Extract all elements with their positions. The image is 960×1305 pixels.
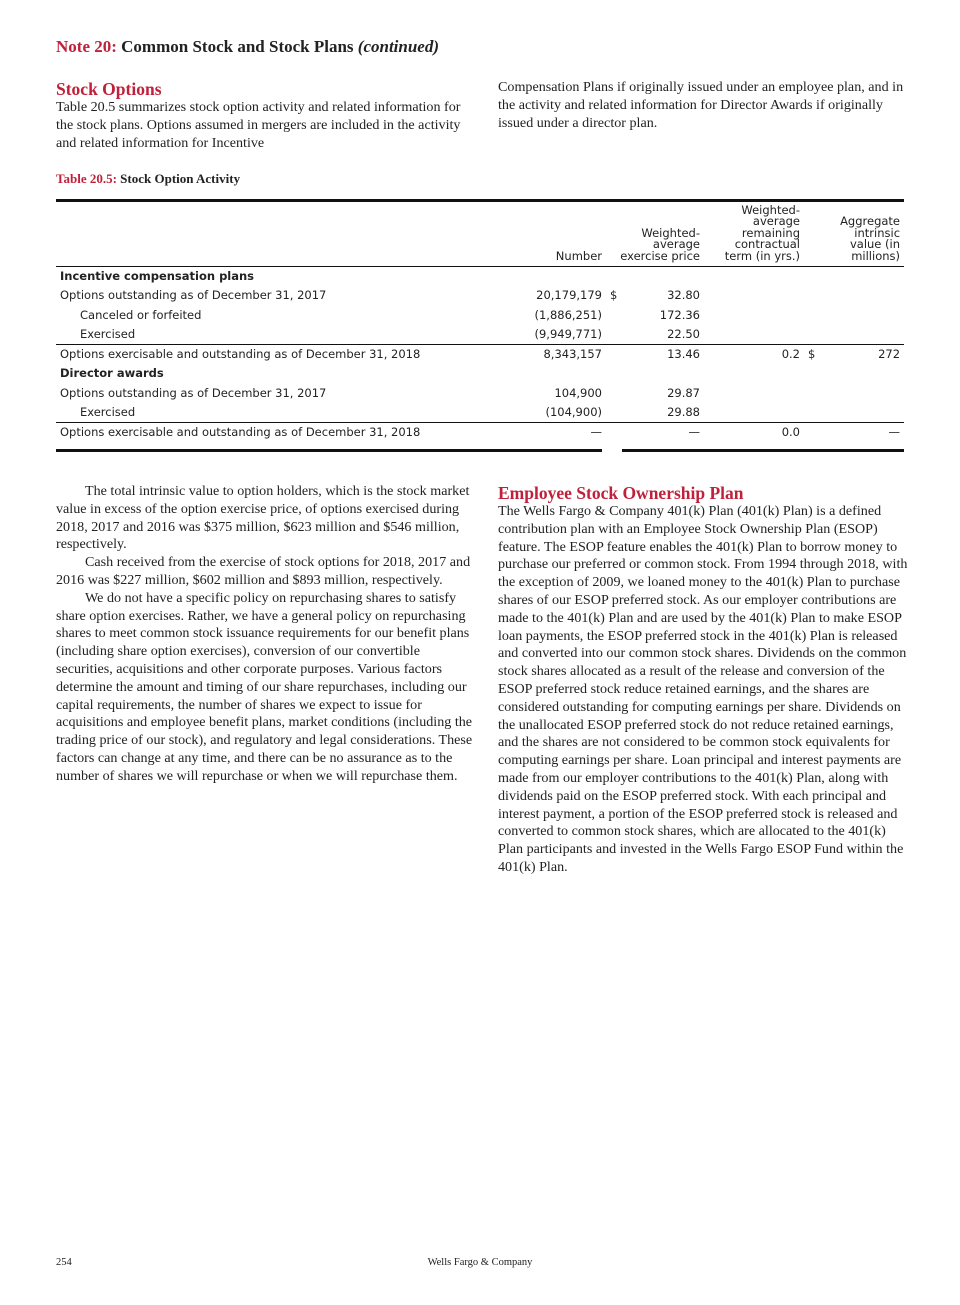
table-row xyxy=(56,384,904,403)
row-iv-currency xyxy=(804,403,826,423)
row-remaining-term xyxy=(704,267,804,287)
row-intrinsic-value xyxy=(826,306,904,325)
row-price-currency xyxy=(606,325,622,345)
row-iv-currency xyxy=(804,267,826,287)
row-intrinsic-value xyxy=(826,403,904,423)
row-price-currency xyxy=(606,267,622,287)
intrinsic-value-discussion xyxy=(56,483,476,786)
stock-option-table xyxy=(56,199,904,453)
row-label: Options outstanding as of December 31, 2017 xyxy=(60,385,327,400)
note-title: Common Stock and Stock Plans xyxy=(121,37,354,56)
row-label: Exercised xyxy=(80,405,136,420)
row-label: Exercised xyxy=(80,326,136,341)
row-number: 8,343,157 xyxy=(516,345,606,365)
row-label: Options outstanding as of December 31, 2017 xyxy=(60,288,327,303)
row-exercise-price: 13.46 xyxy=(622,345,704,365)
row-iv-currency xyxy=(804,384,826,403)
note-number: Note 20: xyxy=(56,37,117,56)
row-number xyxy=(516,267,606,287)
row-label: Options exercisable and outstanding as of December 31, 2018 xyxy=(56,423,516,443)
row-remaining-term xyxy=(704,286,804,305)
table-header-row xyxy=(56,202,904,267)
stock-options-intro-text: Table 20.5 summarizes stock option activity and related information for the stock plans. Options assumed in mergers are included in the activity and related information for Incentive xyxy=(56,99,461,151)
page-number: 254 xyxy=(56,1257,72,1268)
table-section-row xyxy=(56,267,904,287)
footer-company-name: Wells Fargo & Company xyxy=(427,1257,533,1268)
row-exercise-price: 172.36 xyxy=(659,307,700,322)
row-exercise-price: 29.88 xyxy=(667,405,700,420)
row-exercise-price: 22.50 xyxy=(667,326,700,341)
header-exercise-price: Weighted-average exercise price xyxy=(620,225,700,263)
table-row xyxy=(56,325,904,345)
row-intrinsic-value xyxy=(826,325,904,345)
table-caption-title: Stock Option Activity xyxy=(120,171,241,186)
row-intrinsic-value xyxy=(826,384,904,403)
row-price-currency xyxy=(606,403,622,423)
row-number: (104,900) xyxy=(545,405,602,420)
row-price-currency xyxy=(606,423,622,443)
row-number: 104,900 xyxy=(554,385,602,400)
row-price-currency xyxy=(606,306,622,325)
row-number: — xyxy=(516,423,606,443)
row-remaining-term xyxy=(704,384,804,403)
row-exercise-price: 29.87 xyxy=(667,385,700,400)
table-body xyxy=(56,267,904,443)
table-row xyxy=(56,345,904,365)
header-number: Number xyxy=(555,248,602,263)
table-row xyxy=(56,403,904,423)
row-remaining-term xyxy=(704,364,804,383)
row-iv-currency xyxy=(804,364,826,383)
stock-options-heading: Stock Options xyxy=(56,79,162,99)
stock-option-activity-table xyxy=(56,202,904,443)
row-remaining-term xyxy=(704,403,804,423)
header-intrinsic-value: Aggregate intrinsic value (in millions) xyxy=(840,214,901,263)
table-row xyxy=(56,306,904,325)
row-exercise-price xyxy=(622,364,704,383)
row-remaining-term xyxy=(704,325,804,345)
row-remaining-term: 0.0 xyxy=(704,423,804,443)
row-remaining-term: 0.2 xyxy=(704,345,804,365)
row-iv-currency: $ xyxy=(804,345,826,365)
row-intrinsic-value xyxy=(826,364,904,383)
stock-options-intro-left xyxy=(56,79,476,152)
table-caption xyxy=(56,171,240,187)
table-row xyxy=(56,286,904,305)
row-exercise-price: — xyxy=(622,423,704,443)
row-intrinsic-value xyxy=(826,267,904,287)
row-label: Options exercisable and outstanding as of December 31, 2018 xyxy=(56,345,516,365)
row-iv-currency xyxy=(804,306,826,325)
row-intrinsic-value: 272 xyxy=(826,345,904,365)
row-price-currency xyxy=(606,345,622,365)
table-caption-number: Table 20.5: xyxy=(56,171,117,186)
row-number: 20,179,179 xyxy=(536,288,602,303)
body-paragraph: The total intrinsic value to option holders, which is the stock market value in excess of the option exercise price, of options exercised during 2018, 2017 and 2016 was $375 million, $623 million and $546 million, respectively. xyxy=(56,483,470,553)
row-label: Canceled or forfeited xyxy=(80,307,202,322)
row-number: (1,886,251) xyxy=(534,307,602,322)
row-price-currency xyxy=(606,364,622,383)
row-exercise-price: 32.80 xyxy=(667,288,700,303)
stock-options-intro-continued: Compensation Plans if originally issued under an employee plan, and in the activity and related information for Director Awards if originally issued under a director plan. xyxy=(498,79,904,131)
row-remaining-term xyxy=(704,306,804,325)
row-number xyxy=(516,364,606,383)
row-intrinsic-value: — xyxy=(826,423,904,443)
row-iv-currency xyxy=(804,423,826,443)
row-price-currency xyxy=(606,384,622,403)
row-iv-currency xyxy=(804,325,826,345)
esop-body: The Wells Fargo & Company 401(k) Plan (401(k) Plan) is a defined contribution plan with an Employee Stock Ownership Plan (ESOP) feature. The ESOP feature enables the 401(k) Plan to borrow money to purchase our preferred or common stock. From 1994 through 2018, with the exception of 2009, we loaned money to the 401(k) Plan to purchase shares of our ESOP preferred stock. As our employer contributions are made to the 401(k) Plan and are used by the 401(k) Plan to make ESOP loan payments, the ESOP preferred stock in the 401(k) Plan is released and converted into our common stock shares. Dividends on the common stock shares allocated as a result of the release and conversion of the ESOP preferred stock reduce retained earnings, and the shares are considered outstanding for computing earnings per share. Dividends on the unallocated ESOP preferred stock do not reduce retained earnings, and the shares are not considered to be common stock equivalents for computing earnings per share. Loan principal and interest payments are made from our employer contributions to the 401(k) Plan, along with dividends paid on the ESOP preferred stock. With each principal and interest payment, a portion of the ESOP preferred stock is released and converted to common stock shares, which are allocated to the 401(k) Plan participants and invested in the Wells Fargo ESOP Fund within the 401(k) Plan. xyxy=(498,503,908,875)
esop-heading: Employee Stock Ownership Plan xyxy=(498,483,744,503)
row-label: Director awards xyxy=(60,366,164,381)
row-price-currency: $ xyxy=(610,288,618,303)
row-iv-currency xyxy=(804,286,826,305)
header-remaining-term: Weighted-average remaining contractual term (in yrs.) xyxy=(724,202,800,263)
stock-options-intro-right xyxy=(498,79,908,132)
row-exercise-price xyxy=(622,267,704,287)
table-bottom-rule xyxy=(56,443,904,453)
row-number: (9,949,771) xyxy=(534,326,602,341)
table-section-row xyxy=(56,364,904,383)
note-continued: (continued) xyxy=(357,37,440,56)
body-paragraph: Cash received from the exercise of stock options for 2018, 2017 and 2016 was $227 million, $602 million and $893 million, respectively. xyxy=(56,554,471,588)
row-intrinsic-value xyxy=(826,286,904,305)
esop-section xyxy=(498,483,908,877)
row-label: Incentive compensation plans xyxy=(60,269,255,283)
note-header xyxy=(56,37,439,57)
table-row xyxy=(56,423,904,443)
body-paragraph: We do not have a specific policy on repurchasing shares to satisfy share option exercises. Rather, we have a general policy on repurchasing shares to meet common stock issuance requirements for our benefit plans (including share option exercises), conversion of our convertible securities, acquisitions and other corporate purposes. Various factors determine the amount and timing of our share repurchases, including our capital requirements, the number of shares we expect to issue for acquisitions and employee benefit plans, market conditions (including the trading price of our stock), and regulatory and legal considerations. These factors can change at any time, and there can be no assurance as to the number of shares we will repurchase or when we will repurchase them. xyxy=(56,589,473,784)
header-label-blank xyxy=(56,202,516,267)
